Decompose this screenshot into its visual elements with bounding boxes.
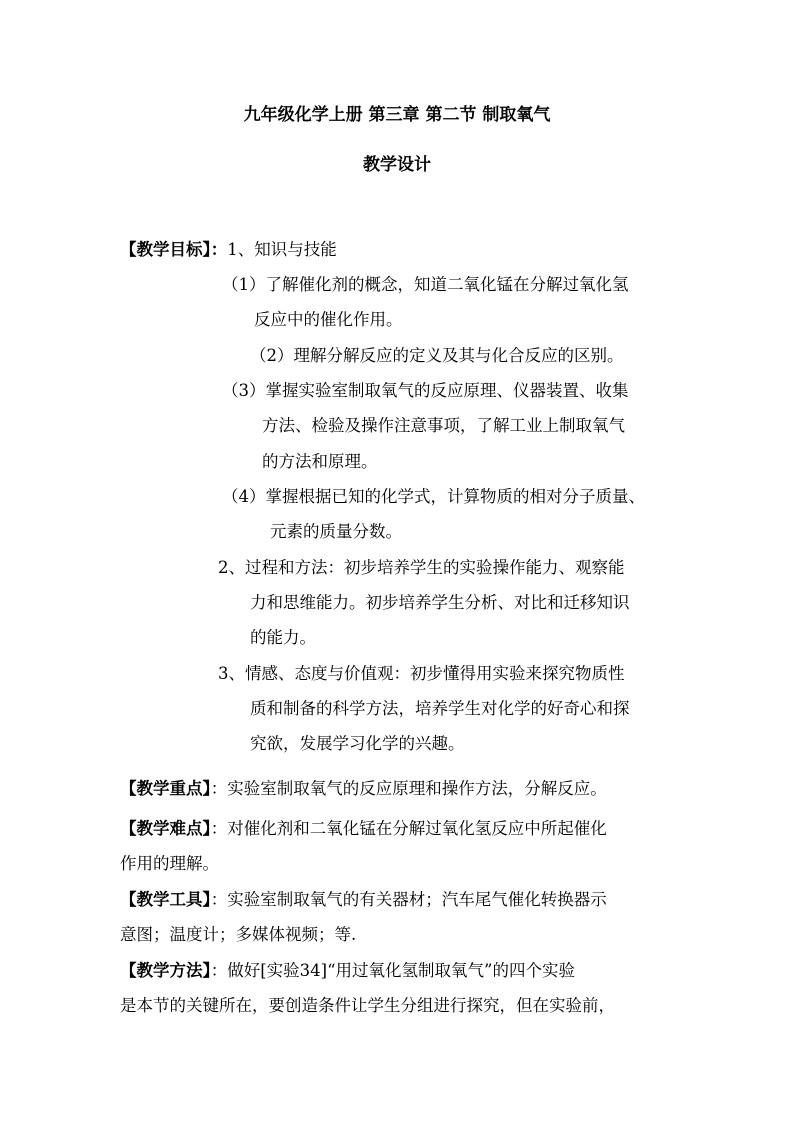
difficulty-text-b: 作用的理解。 — [120, 854, 219, 873]
objective-5a: 2、过程和方法：初步培养学生的实验操作能力、观察能 — [218, 558, 625, 577]
difficulty-label: 【教学难点】 — [120, 819, 211, 838]
key-points-label: 【教学重点】 — [120, 779, 211, 798]
objective-3b: 方法、检验及操作注意事项，了解工业上制取氧气 — [262, 416, 625, 435]
objective-1a: （1）了解催化剂的概念，知道二氧化锰在分解过氧化氢 — [222, 275, 629, 294]
objective-3c: 的方法和原理。 — [262, 452, 378, 471]
objectives-item-1: 1、知识与技能 — [227, 240, 337, 259]
key-points — [120, 775, 607, 799]
method-line-1 — [120, 957, 575, 981]
tools-line-1 — [120, 886, 607, 910]
difficulty-text-a: ：对催化剂和二氧化锰在分解过氧化氢反应中所起催化 — [210, 819, 607, 838]
difficulty-line-1 — [120, 815, 607, 839]
objective-4b: 元素的质量分数。 — [270, 522, 402, 541]
objective-6b: 质和制备的科学方法，培养学生对化学的好奇心和探 — [250, 699, 630, 718]
document-title: 九年级化学上册 第三章 第二节 制取氧气 — [243, 105, 551, 125]
objective-2: （2）理解分解反应的定义及其与化合反应的区别。 — [250, 346, 624, 365]
objectives-sep: ： — [210, 240, 228, 259]
objective-5b: 力和思维能力。初步培养学生分析、对比和迁移知识 — [250, 593, 630, 612]
objective-4a: （4）掌握根据已知的化学式，计算物质的相对分子质量、 — [222, 487, 645, 506]
tools-label: 【教学工具】 — [120, 890, 211, 909]
key-points-text: ：实验室制取氧气的反应原理和操作方法，分解反应。 — [210, 779, 607, 798]
method-text-a: ：做好[实验34]“用过氧化氢制取氧气”的四个实验 — [210, 961, 575, 980]
objective-5c: 的能力。 — [250, 628, 316, 647]
method-text-b: 是本节的关键所在，要创造条件让学生分组进行探究，但在实验前， — [120, 996, 615, 1015]
objectives-heading — [120, 236, 337, 260]
objective-3a: （3）掌握实验室制取氧气的反应原理、仪器装置、收集 — [222, 381, 629, 400]
objective-1b: 反应中的催化作用。 — [254, 310, 403, 329]
objectives-label: 【教学目标】 — [120, 240, 211, 259]
objective-6c: 究欲，发展学习化学的兴趣。 — [250, 734, 465, 753]
objective-6a: 3、情感、态度与价值观：初步懂得用实验来探究物质性 — [218, 664, 625, 683]
method-label: 【教学方法】 — [120, 961, 211, 980]
tools-text-b: 意图；温度计；多媒体视频；等. — [120, 925, 357, 944]
document-subtitle: 教学设计 — [363, 155, 431, 175]
tools-text-a: ：实验室制取氧气的有关器材；汽车尾气催化转换器示 — [210, 890, 607, 909]
